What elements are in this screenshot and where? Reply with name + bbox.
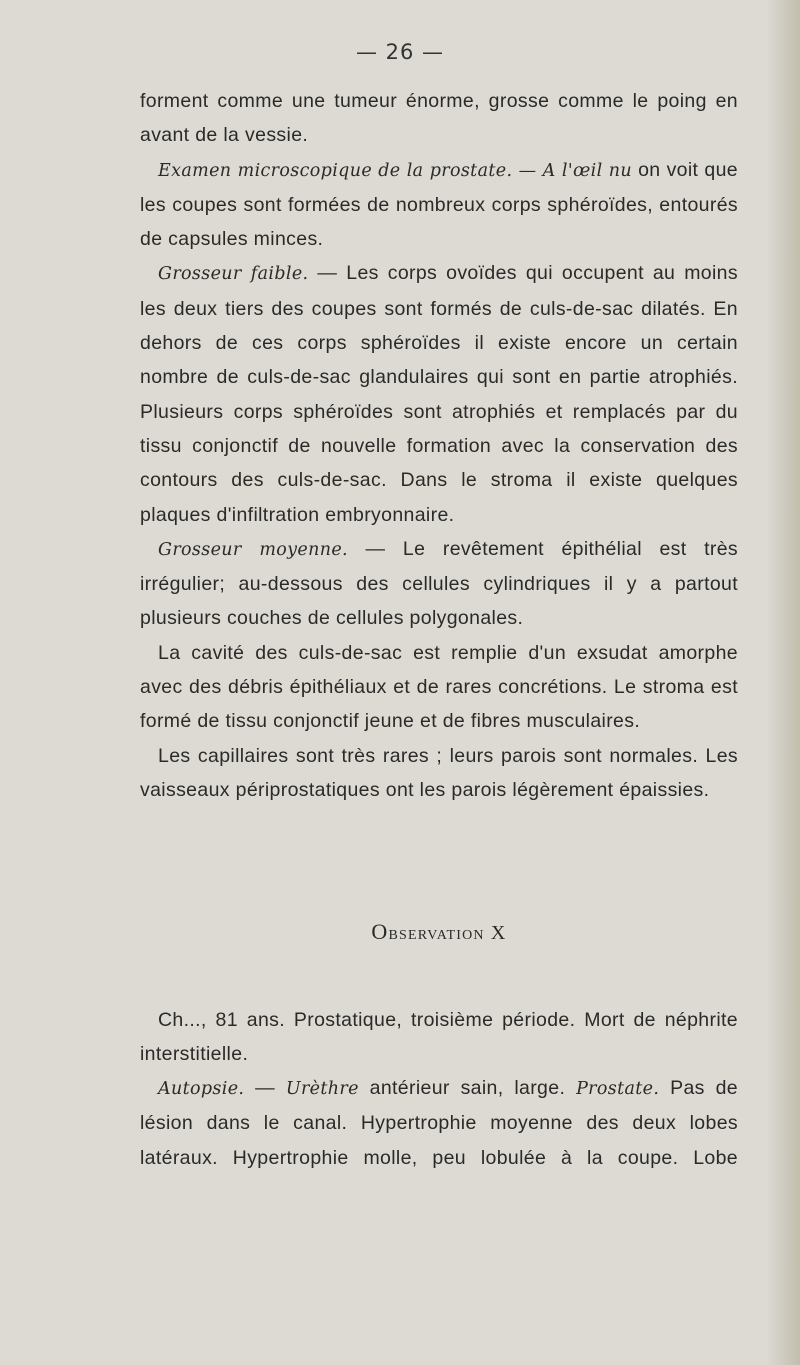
page-number: — 26 — xyxy=(355,40,445,64)
section-heading: Examen microscopique de la prostate. — A l'œil nu xyxy=(158,160,633,181)
observation-title xyxy=(140,915,738,950)
paragraph-text: Ch..., 81 ans. Prostatique, troisième période. Mort de néphrite interstitielle. xyxy=(140,1008,738,1065)
paragraph-text: on voit que les coupes sont formées de nombreux corps sphéroïdes, entourés de capsules minces. xyxy=(140,158,738,251)
paragraph-capillaries xyxy=(140,739,738,808)
paragraph-text: Pas de lésion dans le canal. Hypertrophie moyenne des deux lobes latéraux. Hypertrophie molle, peu lobulée à la coupe. Lobe xyxy=(140,1077,738,1169)
observation-title-rest: bservation X xyxy=(388,922,507,945)
section-heading: Grosseur moyenne. xyxy=(158,539,348,560)
paragraph-tumor xyxy=(140,84,738,153)
paragraph-text: antérieur sain, large. xyxy=(358,1077,577,1100)
observation-title-initial: O xyxy=(371,919,389,945)
section-heading: Urèthre xyxy=(285,1079,359,1100)
section-heading: Autopsie. xyxy=(158,1079,245,1100)
paragraph-cavity xyxy=(140,636,738,739)
section-heading: Prostate. xyxy=(576,1079,660,1100)
paragraph-text: Les capillaires sont très rares ; leurs parois sont normales. Les vaisseaux périprostatiques ont les parois légèrement épaissies. xyxy=(140,744,738,801)
section-heading: Grosseur faible. xyxy=(158,264,309,285)
paragraph-text: La cavité des culs-de-sac est remplie d'un exsudat amorphe avec des débris épithéliaux et de rares concrétions. Le stroma est formé de tissu conjonctif jeune et de fibres musculaires. xyxy=(140,641,738,733)
paragraph-autopsy xyxy=(140,1071,738,1175)
paragraph-text: — xyxy=(244,1077,286,1100)
paragraph-microscopic-exam xyxy=(140,153,738,257)
paragraph-medium-magnification xyxy=(140,532,738,636)
paragraph-low-magnification xyxy=(140,256,738,531)
page-body xyxy=(140,84,738,1175)
paragraph-patient xyxy=(140,1003,738,1072)
paragraph-text: — Les corps ovoïdes qui occupent au moins les deux tiers des coupes sont formés de culs-de-sac dilatés. En dehors de ces corps sphéroïdes il existe encore un certain nombre de culs-de-sac glandulaires qui sont en partie atrophiés. Plusieurs corps sphéroïdes sont atrophiés et remplacés par du tissu conjonctif de nouvelle formation avec la conservation des contours des culs-de-sac. Dans le stroma il existe quelques plaques d'infiltration embryonnaire. xyxy=(140,262,738,526)
paragraph-text: forment comme une tumeur énorme, grosse comme le poing en avant de la vessie. xyxy=(140,90,738,147)
paragraph-text: — Le revêtement épithélial est très irrégulier; au-dessous des cellules cylindriques il y a partout plusieurs couches de cellules polygonales. xyxy=(140,537,738,630)
